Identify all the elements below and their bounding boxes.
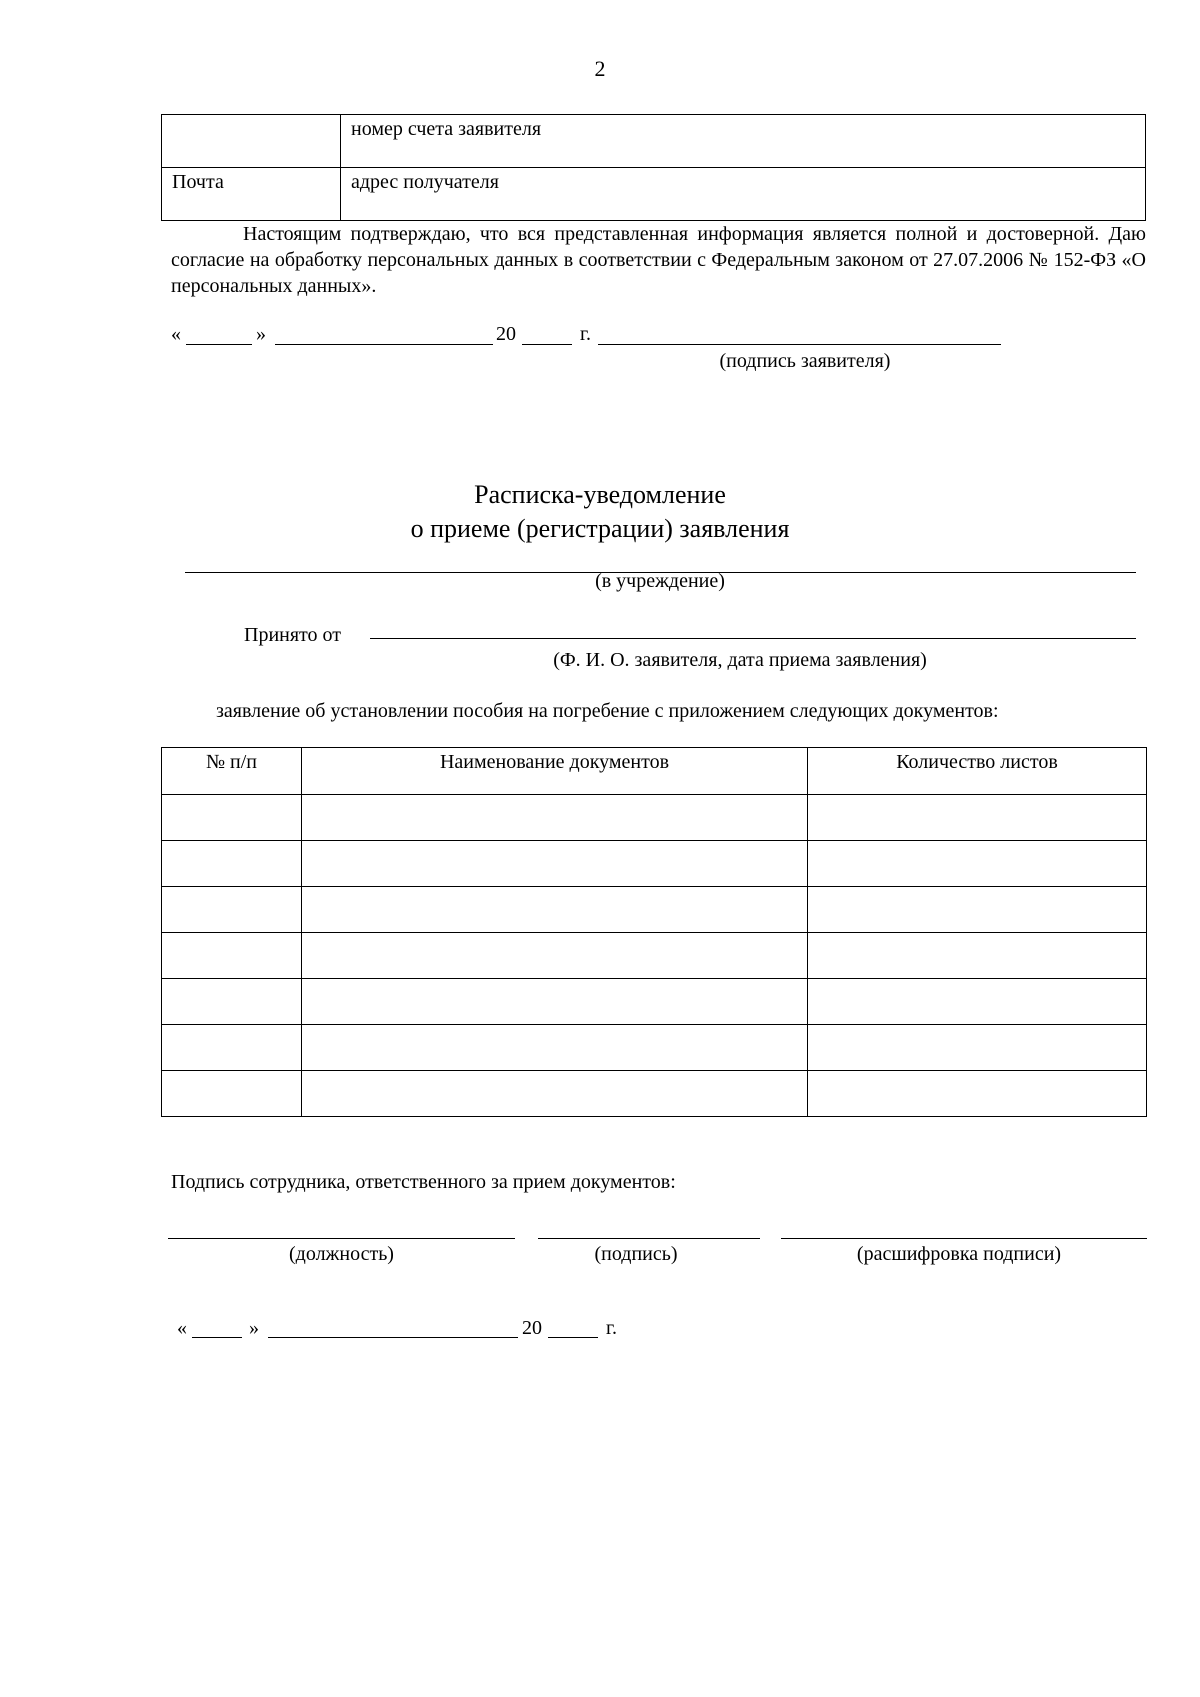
accepted-from-label: Принято от [244,624,342,646]
table-row [162,979,1147,1025]
quote-open: « [177,1317,187,1339]
table-cell [302,1025,808,1071]
table-cell [162,795,302,841]
table-cell-value: адрес получателя [341,168,1146,221]
table-row [162,1071,1147,1117]
position-blank [168,1238,515,1239]
decoding-blank [781,1238,1147,1239]
table-cell [302,887,808,933]
table-cell [162,887,302,933]
table-cell [162,1071,302,1117]
table-cell-label: Почта [162,168,341,221]
quote-close: » [256,323,266,345]
table-cell [302,1071,808,1117]
year-blank [522,344,572,345]
table-cell [302,933,808,979]
table-header-row [162,748,1147,795]
institution-caption: (в учреждение) [595,570,725,592]
applicant-details-table [161,114,1146,221]
table-cell [808,1025,1147,1071]
table-cell [302,795,808,841]
statement-text: заявление об установлении пособия на погребение с приложением следующих документов: [216,700,999,722]
table-cell [162,841,302,887]
column-header-pages: Количество листов [808,748,1147,795]
table-row [162,933,1147,979]
table-row [162,841,1147,887]
year-prefix: 20 [496,323,516,345]
table-row [162,115,1146,168]
table-cell [808,887,1147,933]
accepted-from-caption: (Ф. И. О. заявителя, дата приема заявления) [553,649,927,671]
table-row [162,168,1146,221]
position-caption: (должность) [289,1243,394,1265]
table-row [162,795,1147,841]
decoding-caption: (расшифровка подписи) [856,1243,1062,1265]
quote-open: « [171,323,181,345]
table-cell [302,841,808,887]
table-cell [808,979,1147,1025]
applicant-signature-caption: (подпись заявителя) [719,350,891,372]
day-blank [192,1337,242,1338]
year-suffix: г. [580,323,591,345]
year-prefix: 20 [522,1317,542,1339]
table-cell [808,1071,1147,1117]
table-cell [162,979,302,1025]
table-cell [808,933,1147,979]
receipt-title: Расписка-уведомление [474,480,726,509]
year-blank [548,1337,598,1338]
column-header-number: № п/п [162,748,302,795]
year-suffix: г. [606,1317,617,1339]
quote-close: » [249,1317,259,1339]
table-cell [808,795,1147,841]
accepted-from-blank [370,638,1136,639]
month-blank [275,344,493,345]
employee-signature-label: Подпись сотрудника, ответственного за прием документов: [171,1171,676,1193]
receipt-subtitle: о приеме (регистрации) заявления [410,514,790,543]
month-blank [268,1337,518,1338]
signature-blank [538,1238,760,1239]
page-number: 2 [594,56,606,81]
documents-table [161,747,1147,1117]
day-blank [186,344,252,345]
applicant-signature-blank [598,344,1001,345]
table-row [162,887,1147,933]
signature-caption: (подпись) [594,1243,678,1265]
consent-paragraph: Настоящим подтверждаю, что вся представленная информация является полной и достоверной. Даю согласие на обработку персональных данных в соответствии с Федеральным законом от 27.07.2006 № 152-ФЗ «О персональных данных». [171,223,1146,297]
table-cell [302,979,808,1025]
table-cell [808,841,1147,887]
table-cell-label [162,115,341,168]
table-cell-value: номер счета заявителя [341,115,1146,168]
table-row [162,1025,1147,1071]
table-cell [162,933,302,979]
column-header-name: Наименование документов [302,748,808,795]
table-cell [162,1025,302,1071]
